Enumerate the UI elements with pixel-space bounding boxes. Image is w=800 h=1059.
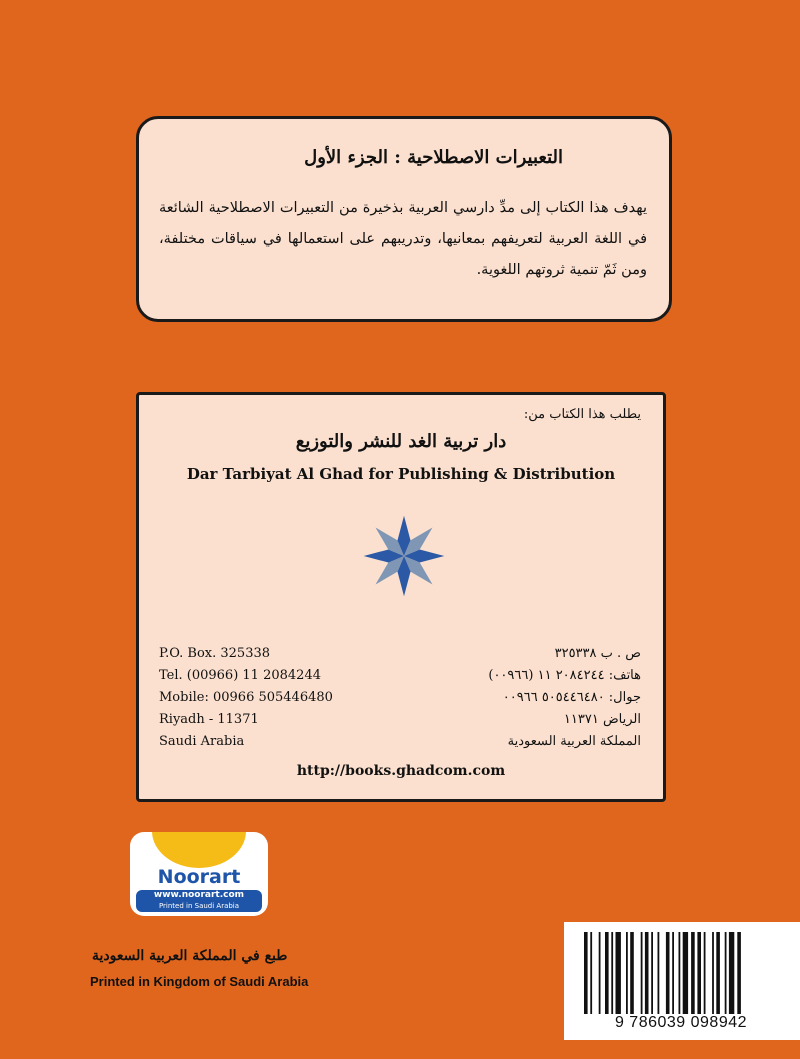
eight-point-star-logo-icon [339,491,469,621]
barcode [564,922,800,1040]
barcode-bar [658,932,660,1014]
barcode-bar [712,932,714,1014]
barcode-bar [599,932,601,1014]
book-description: يهدف هذا الكتاب إلى مدِّ دارسي العربية بذخيرة من التعبيرات الاصطلاحية الشائعة في اللغة العربية لتعريفهم بمعانيها، وتدريبهم على استعمالها في سياقات مختلفة، ومن ثَمّ تنمية ثروتهم اللغوية. [159,200,647,278]
barcode-bar [651,932,653,1014]
isbn-number: 9 786039 098942 [614,1014,748,1031]
contact-en-line: Riyadh - 11371 [159,712,259,727]
barcode-bar [672,932,674,1014]
barcode-bar [641,932,643,1014]
barcode-bar [611,932,613,1014]
noorart-tagline: Printed in Saudi Arabia [158,902,240,910]
contact-ar-line: الرياض ١١٣٧١ [563,712,641,727]
barcode-bar [737,932,741,1014]
barcode-bar [616,932,621,1014]
publisher-name-arabic: دار تربية الغد للنشر والتوزيع [295,431,507,452]
barcode-bar [716,932,720,1014]
printed-in-arabic: طبع في المملكة العربية السعودية [92,948,288,964]
barcode-bar [666,932,670,1014]
contact-ar-line: ص . ب ٣٢٥٣٣٨ [554,646,641,661]
contact-ar-line: المملكة العربية السعودية [507,734,641,749]
barcode-bar [590,932,592,1014]
barcode-bar [704,932,706,1014]
barcode-bar [605,932,609,1014]
barcode-bar [645,932,649,1014]
contact-en-line: P.O. Box. 325338 [159,646,271,661]
contact-english [159,643,333,753]
noorart-logo [130,832,268,916]
publisher-name-english: Dar Tarbiyat Al Ghad for Publishing & Distribution [186,465,616,483]
barcode-bar [584,932,588,1014]
publisher-url[interactable]: http://books.ghadcom.com [296,763,506,779]
noorart-website: www.noorart.com [153,890,245,900]
barcode-bar [626,932,628,1014]
noorart-logo-name: Noorart [157,866,241,888]
barcode-bar [697,932,701,1014]
barcode-bar [683,932,688,1014]
publisher-box [136,392,666,802]
barcode-bar [630,932,634,1014]
barcode-bars-icon [584,932,784,1014]
contact-en-line: Tel. (00966) 11 2084244 [159,668,321,683]
contact-en-line: Mobile: 00966 505446480 [159,690,333,705]
barcode-bar [725,932,727,1014]
sun-icon [152,832,246,868]
printed-in-english: Printed in Kingdom of Saudi Arabia [90,974,309,989]
barcode-bar [691,932,695,1014]
noorart-strip [136,890,262,912]
barcode-bar [729,932,734,1014]
contact-ar-line: جوال: ٥٠٥٤٤٦٤٨٠ ٠٠٩٦٦ [502,690,641,705]
barcode-bar [679,932,681,1014]
contact-ar-line: هاتف: ٢٠٨٤٢٤٤ ١١ (٠٠٩٦٦) [488,668,641,683]
contact-arabic [488,643,641,753]
book-title: التعبيرات الاصطلاحية : الجزء الأول [304,147,563,168]
order-label: يطلب هذا الكتاب من: [523,407,641,422]
contact-en-line: Saudi Arabia [159,734,245,749]
description-box [136,116,672,322]
